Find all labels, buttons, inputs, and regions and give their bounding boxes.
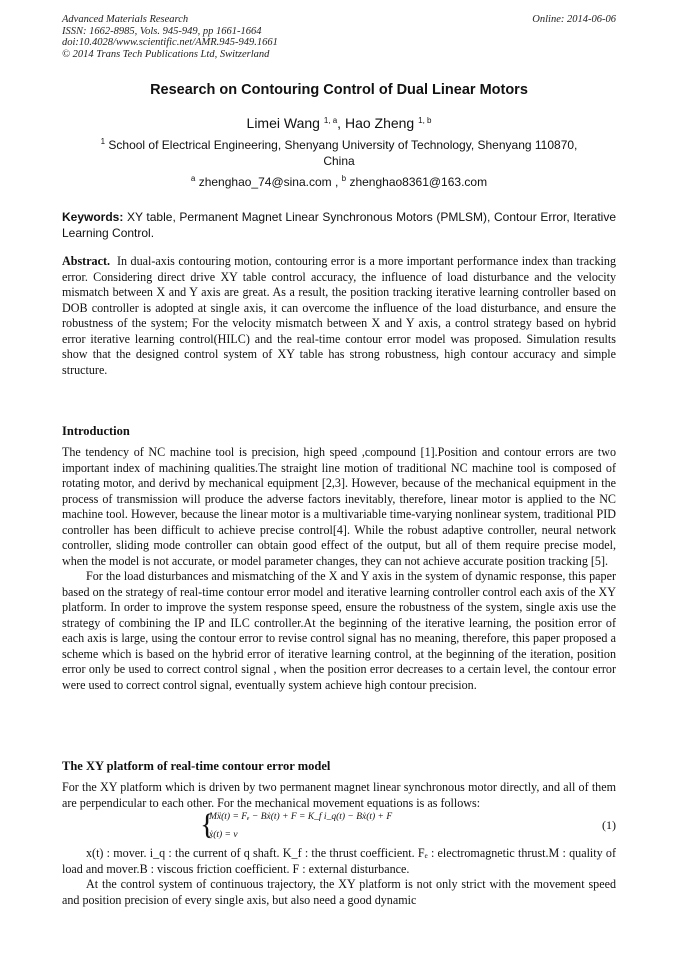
xy-after-equation [62,846,616,908]
intro-paragraph-2: For the load disturbances and mismatching of the X and Y axis in the system of dynamic response, this paper based on the strategy of real-time contour error model and iterative learning controller control each axis of the XY platform. In order to improve the system response speed, ensure the robustness of the system, single axis use the strategy of combining the IP and ILC controller.At the beginning of the iterative learning, the position error of each axis is large, using the contour error to revise control signal has no meaning, therefore, this paper proposed a scheme which is based on the hybrid error of iterative learning control, at the beginning of the iteration, position error only be used to correct control signal , when the position error decreases to a certain level, the contour error were used to correct control signal, eventually system achieve high contour precision. [62,569,616,692]
section-heading-introduction: Introduction [62,424,130,438]
online-date: Online: 2014-06-06 [532,14,616,25]
author-2-sup: 1, b [418,116,432,125]
journal-name: Advanced Materials Research [62,14,189,25]
abstract-label: Abstract. [62,254,111,268]
abstract-text: In dual-axis contouring motion, contouring error is a more important performance index than tracking error. Considering direct drive XY table control accuracy, the influence of load disturbance and the velocity mismatch between X and Y axis are great. As a result, the position tracking iterative learning controller based on DOB controller is adopted at single axis, it can overcome the influence of the load disturbance, and ensure the robustness of the system; For the velocity mismatch between X and Y axis, a control strategy based on hybrid error iterative learning control(HILC) and the real-time contour error model was proposed. Simulation results show that the designed control system of XY table has strong robustness, high contour accuracy and simple structure. [62,254,616,377]
author-1-sup: 1, a [323,116,338,125]
author-2-name: Hao Zheng [344,115,415,131]
keywords-text: XY table, Permanent Magnet Linear Synchronous Motors (PMLSM), Contour Error, Iterative Learning Control. [62,210,616,240]
author-line [62,114,616,132]
affiliation [90,138,588,169]
email-b: zhenghao8361@163.com [349,175,488,189]
keywords [62,210,616,241]
xy-paragraph-1: For the XY platform which is driven by two permanent magnet linear synchronous motor directly, and all of them are perpendicular to each other. For the mechanical movement equations is as follows: [62,780,616,810]
email-a: zhenghao_74@sina.com [198,175,332,189]
copyright-line: © 2014 Trans Tech Publications Ltd, Switzerland [62,48,270,60]
journal-header [62,14,616,60]
author-separator: , [337,115,345,131]
equation-1 [200,810,616,846]
email-b-sup: b [341,174,347,183]
email-a-sup: a [190,174,196,183]
xy-paragraph-2: At the control system of continuous trajectory, the XY platform is not only strict with the movement speed and position precision of every single axis, but also need a good dynamic [62,877,616,907]
intro-paragraph-1: The tendency of NC machine tool is precision, high speed ,compound [1].Position and contour errors are two important index of machining qualities.The straight line motion of traditional NC machine tool is composed of rotating motor, and derivd by mechanical equipment [2,3]. However, because of the mechanical equipment in the process of transmission will produce the adverse factors inevitably, therefore, linear motor is applied to the NC machine tool. However, because the linear motor is a multivariable time-varying nonlinear system, traditional PID controller has been difficult to achieve precise control[4]. While the robust adaptive controller, neural network controller, sliding mode controller can obtain good effect of the output, but all of them require precise model, when the model is not accurate, or model parameter changes, they can not achieve accurate position tracking [5]. [62,445,616,568]
keywords-label: Keywords: [62,210,124,224]
doi-line: doi:10.4028/www.scientific.net/AMR.945-949.1661 [62,37,278,48]
paper-title: Research on Contouring Control of Dual Linear Motors [150,82,528,98]
author-1-name: Limei Wang [246,115,320,131]
email-line [62,175,616,190]
abstract [62,254,616,378]
section-heading-xy-platform: The XY platform of real-time contour error model [62,759,331,773]
affiliation-text: School of Electrical Engineering, Shenyang University of Technology, Shenyang 110870, China [108,138,578,168]
affiliation-sup: 1 [100,137,106,146]
equation-line-1: Mẍ(t) = Fₑ − Bẋ(t) + F = K_f i_q(t) − Bẋ(t) + F [209,812,393,822]
issn-line: ISSN: 1662-8985, Vols. 945-949, pp 1661-1664 [62,25,262,37]
equation-number: (1) [602,818,616,832]
equation-line-2: ẋ(t) = v [209,830,238,840]
email-separator: , [331,175,342,189]
variable-definitions: x(t) : mover. i_q : the current of q shaft. K_f : the thrust coefficient. Fₑ : electromagnetic thrust.M : quality of load and mover.B : viscous friction coefficient. F : external disturbance. [62,846,616,876]
equation-brace: { [200,808,215,841]
introduction-body [62,445,616,693]
